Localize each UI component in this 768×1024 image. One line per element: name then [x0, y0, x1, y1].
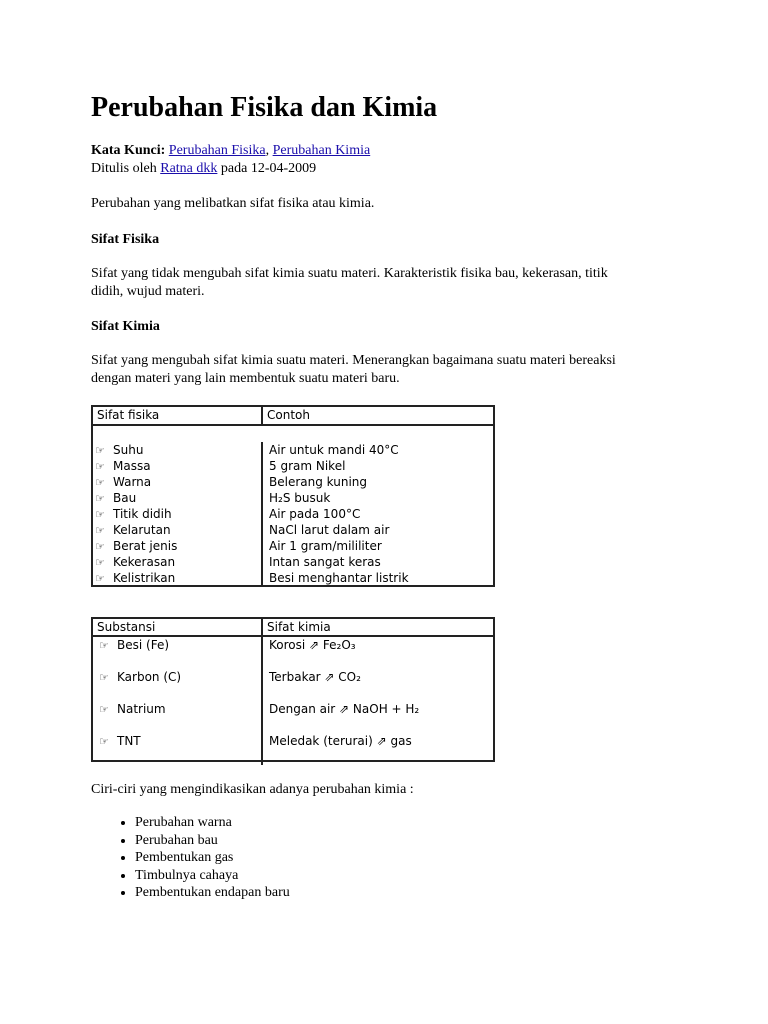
table-cell: Natrium: [117, 702, 166, 716]
table-cell: Besi menghantar listrik: [269, 571, 409, 585]
column-header-sifat-kimia: Sifat kimia: [267, 620, 331, 634]
heading-sifat-fisika: Sifat Fisika: [91, 232, 160, 247]
table-row-value: [263, 733, 493, 765]
page-title: Perubahan Fisika dan Kimia: [91, 92, 438, 123]
intro-text: Perubahan yang melibatkan sifat fisika atau kimia.: [91, 196, 375, 211]
table-row-label: [93, 637, 261, 669]
keyword-link-perubahan-kimia[interactable]: Perubahan Kimia: [272, 143, 371, 158]
table-row-label: [93, 733, 261, 765]
table-row-value: [263, 669, 493, 701]
table-cell: H₂S busuk: [269, 491, 331, 505]
sifat-fisika-text-line-1: Sifat yang tidak mengubah sifat kimia suatu materi. Karakteristik fisika bau, kekerasan, titik: [91, 266, 608, 281]
hand-pointer-icon: ☞: [95, 556, 105, 569]
table-row-value: [263, 490, 493, 506]
column-header-sifat-fisika: Sifat fisika: [93, 407, 263, 424]
column-header-contoh: Contoh: [267, 408, 310, 422]
table-cell: TNT: [117, 734, 141, 748]
table-row-label: [93, 506, 261, 522]
table-row-value: [263, 442, 493, 458]
table-cell: Kelistrikan: [113, 571, 176, 585]
table-row-label: [93, 554, 261, 570]
keyword-separator: ,: [265, 143, 270, 158]
hand-pointer-icon: ☞: [95, 524, 105, 537]
list-item: • Perubahan bau: [135, 832, 290, 850]
hand-pointer-icon: ☞: [95, 444, 105, 457]
table-row-label: [93, 669, 261, 701]
table-cell: Terbakar ⇗ CO₂: [269, 670, 361, 684]
table-row-label: [93, 458, 261, 474]
table-row-value: [263, 522, 493, 538]
table-sifat-kimia: [91, 617, 495, 762]
table-row-value: [263, 554, 493, 570]
keywords-line: [91, 142, 370, 160]
table-cell: Dengan air ⇗ NaOH + H₂: [269, 702, 420, 716]
table-cell: Warna: [113, 475, 152, 489]
table-cell: Suhu: [113, 443, 144, 457]
table-cell: Bau: [113, 491, 137, 505]
table-header: [93, 407, 493, 426]
table-header: [93, 619, 493, 637]
table-column-examples: [263, 442, 493, 586]
table-cell: Meledak (terurai) ⇗ gas: [269, 734, 412, 748]
column-header-substansi: Substansi: [93, 619, 263, 635]
table-row-label: [93, 442, 261, 458]
byline: [91, 160, 316, 178]
sifat-kimia-text-line-1: Sifat yang mengubah sifat kimia suatu materi. Menerangkan bagaimana suatu materi bereaksi: [91, 353, 616, 368]
keywords-label: Kata Kunci:: [91, 143, 166, 158]
table-sifat-fisika: [91, 405, 495, 587]
table-cell: Air untuk mandi 40°C: [269, 443, 399, 457]
table-cell: Kelarutan: [113, 523, 171, 537]
table-cell: Besi (Fe): [117, 638, 170, 652]
table-row-label: [93, 570, 261, 586]
table-row-label: [93, 490, 261, 506]
hand-pointer-icon: ☞: [95, 540, 105, 553]
table-row-label: [93, 701, 261, 733]
hand-pointer-icon: ☞: [99, 703, 109, 716]
table-cell: 5 gram Nikel: [269, 459, 346, 473]
list-item: • Pembentukan endapan baru: [135, 884, 290, 902]
sifat-fisika-text-line-2: didih, wujud materi.: [91, 284, 205, 299]
table-cell: NaCl larut dalam air: [269, 523, 390, 537]
ciri-heading: Ciri-ciri yang mengindikasikan adanya perubahan kimia :: [91, 782, 414, 797]
byline-date: pada 12-04-2009: [220, 161, 317, 176]
list-item: • Pembentukan gas: [135, 849, 290, 867]
hand-pointer-icon: ☞: [99, 639, 109, 652]
author-link[interactable]: Ratna dkk: [160, 161, 218, 176]
table-cell: Titik didih: [113, 507, 172, 521]
table-cell: Massa: [113, 459, 151, 473]
table-cell: Belerang kuning: [269, 475, 368, 489]
table-cell: Air 1 gram/mililiter: [269, 539, 382, 553]
hand-pointer-icon: ☞: [95, 572, 105, 585]
sifat-kimia-text-line-2: dengan materi yang lain membentuk suatu materi baru.: [91, 371, 400, 386]
table-row-label: [93, 538, 261, 554]
ciri-list: [91, 814, 290, 902]
table-cell: Intan sangat keras: [269, 555, 381, 569]
table-column-substances: [93, 637, 263, 765]
heading-sifat-kimia: Sifat Kimia: [91, 319, 160, 334]
table-row-label: [93, 522, 261, 538]
list-item: • Timbulnya cahaya: [135, 867, 290, 885]
table-row-value: [263, 701, 493, 733]
table-row-value: [263, 458, 493, 474]
byline-prefix: Ditulis oleh: [91, 161, 157, 176]
hand-pointer-icon: ☞: [95, 476, 105, 489]
table-row-value: [263, 637, 493, 669]
hand-pointer-icon: ☞: [99, 671, 109, 684]
table-cell: Karbon (C): [117, 670, 182, 684]
table-row-value: [263, 538, 493, 554]
list-item: • Perubahan warna: [135, 814, 290, 832]
table-cell: Air pada 100°C: [269, 507, 361, 521]
keyword-link-perubahan-fisika[interactable]: Perubahan Fisika: [168, 143, 266, 158]
table-cell: Kekerasan: [113, 555, 176, 569]
hand-pointer-icon: ☞: [95, 508, 105, 521]
table-cell: Korosi ⇗ Fe₂O₃: [269, 638, 356, 652]
table-column-reactions: [263, 637, 493, 765]
hand-pointer-icon: ☞: [95, 492, 105, 505]
table-cell: Berat jenis: [113, 539, 178, 553]
table-row-value: [263, 506, 493, 522]
table-row-label: [93, 474, 261, 490]
hand-pointer-icon: ☞: [95, 460, 105, 473]
table-row-value: [263, 570, 493, 586]
table-column-properties: [93, 442, 263, 586]
table-row-value: [263, 474, 493, 490]
hand-pointer-icon: ☞: [99, 735, 109, 748]
